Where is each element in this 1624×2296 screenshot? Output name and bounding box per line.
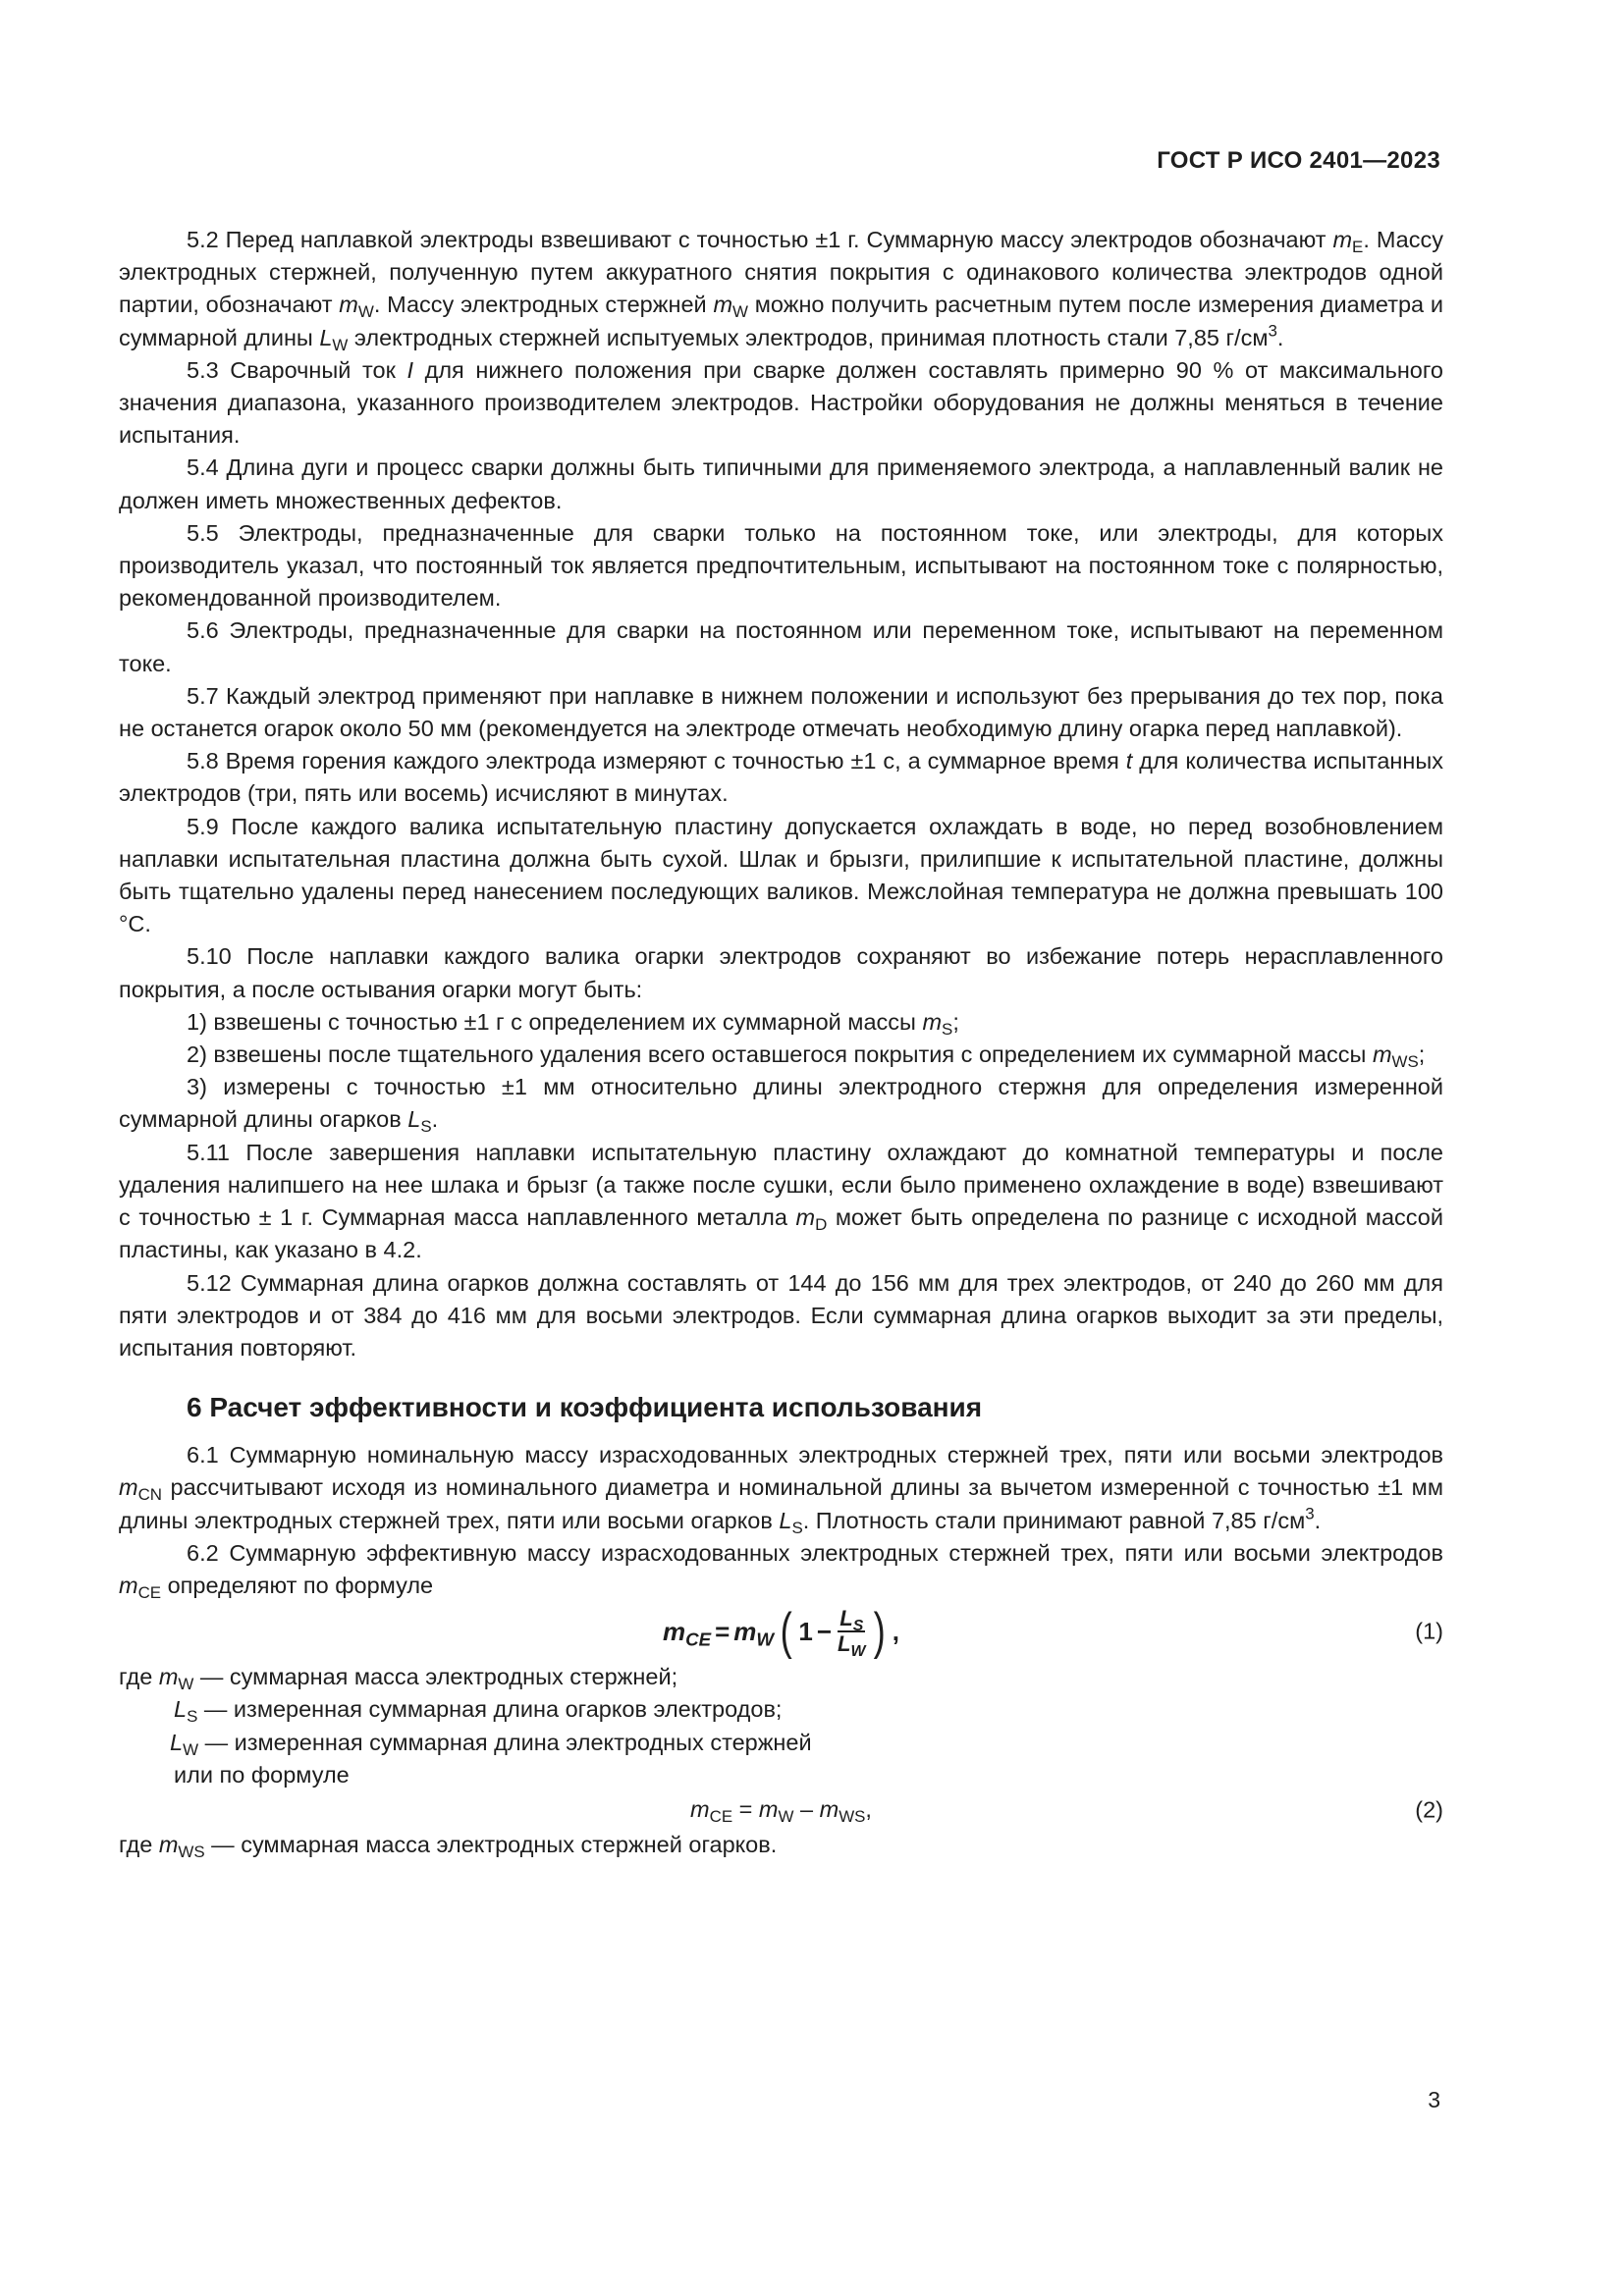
paragraph-5-3: 5.3 Сварочный ток I для нижнего положения при сварке должен составлять примерно 90 % от максимального значения диапазона, указанного производителем электродов. Настройки оборудования не должны меняться в течение испытания. (119, 356, 1443, 449)
list-item: 1) взвешены с точностью ±1 г с определением их суммарной массы $m_S$; (187, 1008, 959, 1039)
paragraph-5-11: 5.11 После завершения наплавки испытательную пластину охлаждают до комнатной температуры и после удаления налипшего на нее шлака и брызг (а также после сушки, если было применено охлаждение в воде) взвешивают с точностью ± 1 г. Суммарная масса наплавленного металла $m_D$ может быть определена по разнице с исходной массой пластины, как указано в 4.2. (119, 1139, 1443, 1263)
paragraph-6-1: 6.1 Суммарную номинальную массу израсходованных электродных стержней трех, пяти или восьми электродов $m_{CN}$ рассчитывают исходя из номинального диаметра и номинальной длины за вычетом измеренной с точностью ±1 мм длины электродных стержней трех, пяти или восьми огарков $L_S$. Плотность стали принимают равной 7,85 $г/см^3$. (119, 1442, 1443, 1537)
paragraph-5-8: 5.8 Время горения каждого электрода измеряют с точностью ±1 с, а суммарное время t для количества испытанных электродов (три, пять или восемь) исчисляют в минутах. (119, 748, 1443, 807)
section-6-heading: 6 Расчет эффективности и коэффициента использования (187, 1392, 983, 1423)
paragraph-5-10: 5.10 После наплавки каждого валика огарки электродов сохраняют во избежание потерь нерасплавленного покрытия, а после остывания огарки могут быть: (119, 943, 1443, 1002)
formula-1-expression: $m_{CE}$ = $m_W$ ( 1 − $\frac{L_S}{L_W}$ ) , (662, 1603, 900, 1661)
formula-2 (119, 1791, 1443, 1829)
formula-1-legend: где $m_W$ — суммарная масса электродных стержней; $L_S$ — измеренная суммарная длина огарков электродов; $L_W$ — измеренная суммарная длина электродных стержней или по формуле (119, 1664, 812, 1788)
paragraph-6-2: 6.2 Суммарную эффективную массу израсходованных электродных стержней трех, пяти или восьми электродов $m_{CE}$ определяют по формуле (119, 1539, 1443, 1602)
formula-number: (2) (1415, 1796, 1443, 1823)
list-item: 2) взвешены после тщательного удаления всего оставшегося покрытия с определением их суммарной массы $m_{WS}$; (187, 1041, 1426, 1072)
formula-2-legend: где $m_{WS}$ — суммарная масса электродных стержней огарков. (119, 1831, 778, 1861)
document-code: ГОСТ Р ИСО 2401—2023 (1157, 147, 1440, 174)
formula-1 (119, 1602, 1443, 1661)
formula-number: (1) (1415, 1618, 1443, 1644)
paragraph-5-4: 5.4 Длина дуги и процесс сварки должны быть типичными для применяемого электрода, а наплавленный валик не должен иметь множественных дефектов. (119, 454, 1443, 513)
paragraph-5-12: 5.12 Суммарная длина огарков должна составлять от 144 до 156 мм для трех электродов, от 240 до 260 мм для пяти электродов и от 384 до 416 мм для восьми электродов. Если суммарная длина огарков выходит за эти пределы, испытания повторяют. (119, 1269, 1443, 1361)
paragraph-5-6: 5.6 Электроды, предназначенные для сварки на постоянном или переменном токе, испытывают на переменном токе. (119, 617, 1443, 676)
paragraph-5-5: 5.5 Электроды, предназначенные для сварки только на постоянном токе, или электроды, для которых производитель указал, что постоянный ток является предпочтительным, испытывают на постоянном токе с полярностью, рекомендованной производителем. (119, 519, 1443, 612)
page-number: 3 (1428, 2087, 1440, 2112)
paragraph-5-2: 5.2 Перед наплавкой электроды взвешивают с точностью ±1 г. Суммарную массу электродов обозначают $m_E$. Массу электродных стержней, полученную путем аккуратного снятия покрытия с одинакового количества электродов одной партии, обозначают $m_W$. Массу электродных стержней $m_W$ можно получить расчетным путем после измерения диаметра и суммарной длины $L_W$ электродных стержней испытуемых электродов, принимая плотность стали 7,85 $г/см^3$. (119, 227, 1444, 354)
formula-2-expression: $m_{CE} = m_W - m_{WS}$, (690, 1796, 872, 1827)
fraction: $\frac{L_S}{L_W}$ (838, 1606, 866, 1660)
paragraph-5-9: 5.9 После каждого валика испытательную пластину допускается охлаждать в воде, но перед возобновлением наплавки испытательная пластина должна быть сухой. Шлак и брызги, прилипшие к испытательной пластине, должны быть тщательно удалены перед нанесением последующих валиков. Межслойная температура не должна превышать 100 °C. (119, 813, 1443, 937)
paragraph-5-7: 5.7 Каждый электрод применяют при наплавке в нижнем положении и используют без прерывания до тех пор, пока не останется огарок около 50 мм (рекомендуется на электроде отмечать необходимую длину огарка перед наплавкой). (119, 682, 1443, 742)
page-body (119, 224, 1443, 1861)
list-item: 3) измерены с точностью ±1 мм относительно длины электродного стержня для определения измеренной суммарной длины огарков $L_S$. (119, 1074, 1443, 1137)
